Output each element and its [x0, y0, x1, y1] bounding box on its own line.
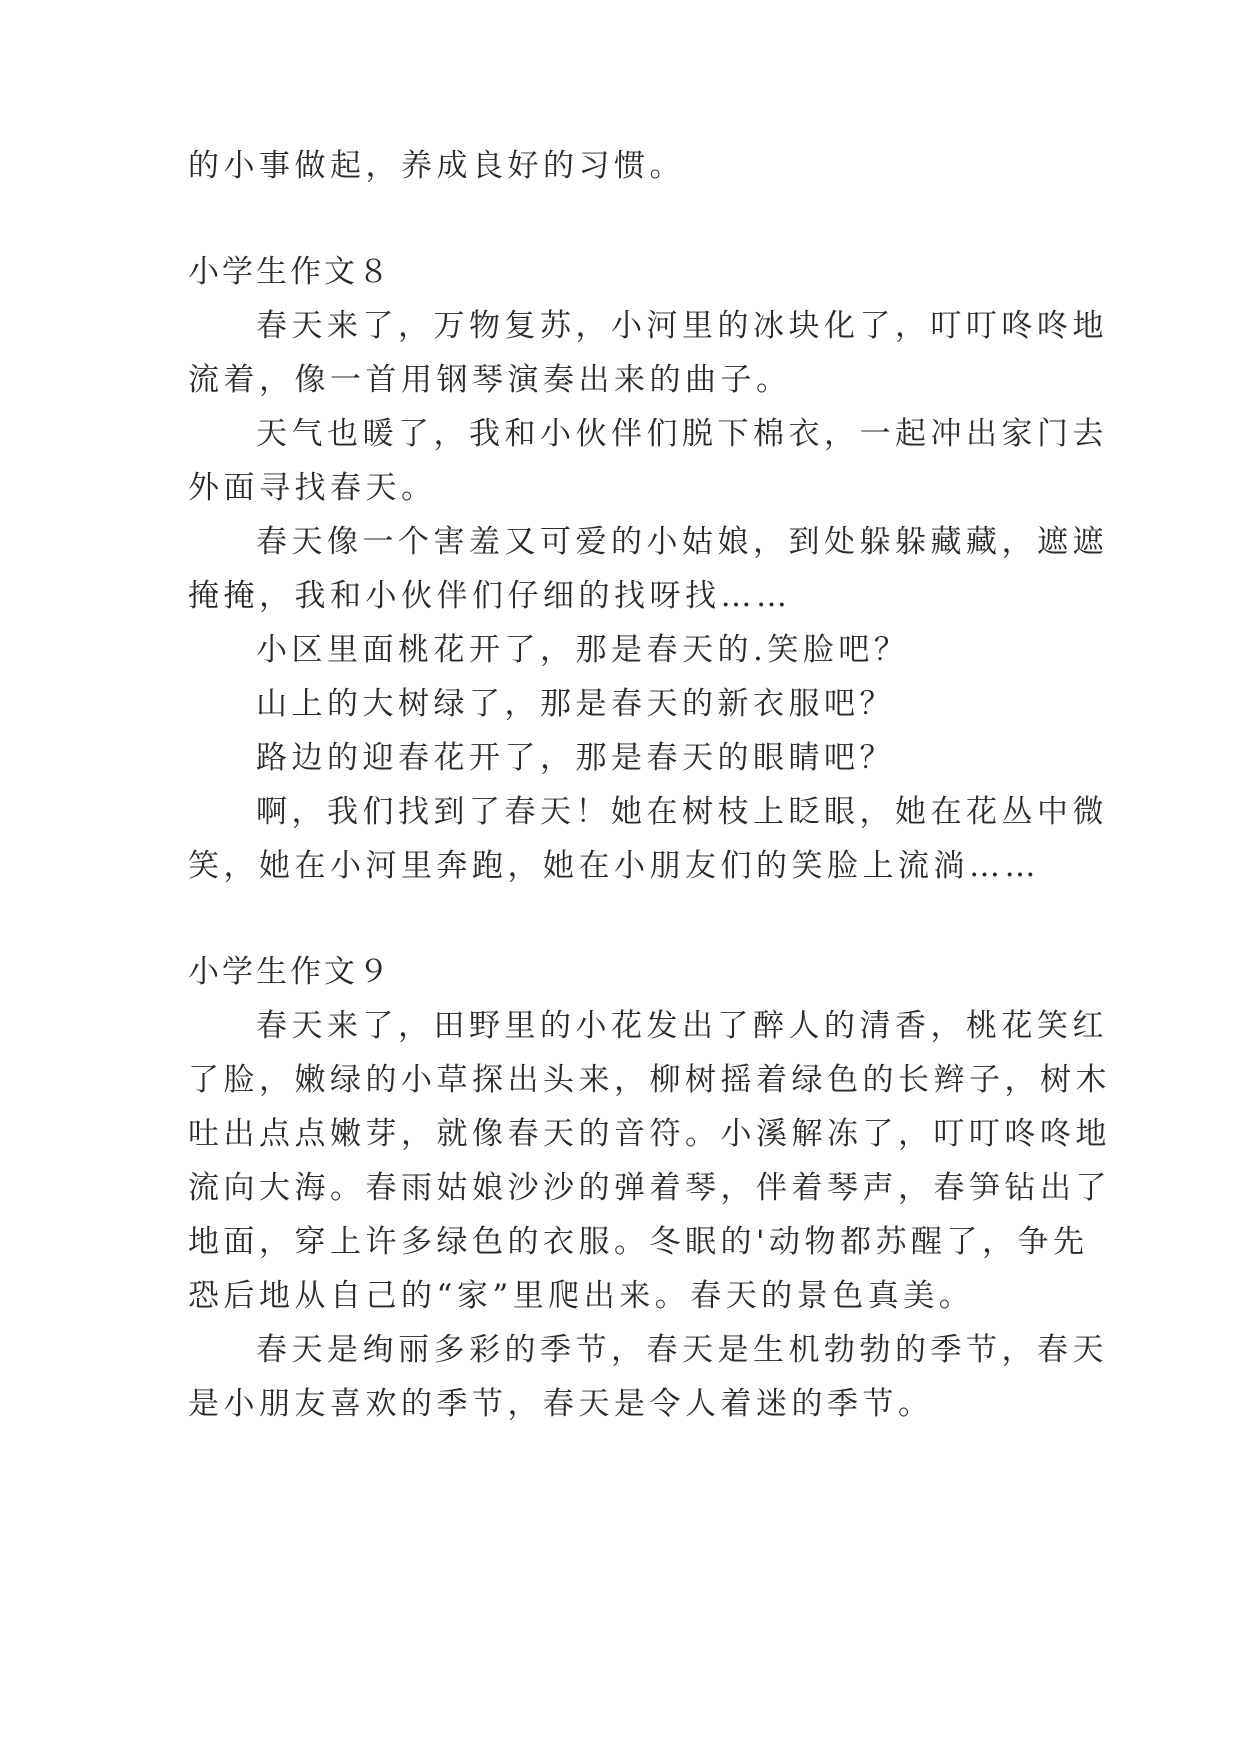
essay-8-line: 山上的大树绿了，那是春天的新衣服吧？ — [256, 686, 895, 722]
essay-9-title: 小学生作文９ — [188, 954, 392, 990]
essay-9-line: 吐出点点嫩芽，就像春天的音符。小溪解冻了，叮叮咚咚地 — [188, 1116, 1111, 1152]
essay-8-line: 掩掩，我和小伙伴们仔细的找呀找…… — [188, 578, 792, 614]
text-line-continuation: 的小事做起，养成良好的习惯。 — [188, 148, 685, 184]
essay-9-line: 春天是绚丽多彩的季节，春天是生机勃勃的季节，春天 — [256, 1332, 1108, 1368]
essay-8-line: 啊，我们找到了春天！她在树枝上眨眼，她在花丛中微 — [256, 794, 1108, 830]
essay-8-line: 路边的迎春花开了，那是春天的眼睛吧？ — [256, 740, 895, 776]
essay-9-line: 恐后地从自己的“家”里爬出来。春天的景色真美。 — [188, 1278, 975, 1314]
essay-8-line: 笑，她在小河里奔跑，她在小朋友们的笑脸上流淌…… — [188, 848, 1040, 884]
essay-9-line: 地面，穿上许多绿色的衣服。冬眠的'动物都苏醒了，争先 — [188, 1224, 1089, 1260]
essay-8-line: 流着，像一首用钢琴演奏出来的曲子。 — [188, 362, 792, 398]
essay-9-line: 了脸，嫩绿的小草探出头来，柳树摇着绿色的长辫子，树木 — [188, 1062, 1111, 1098]
essay-8-line: 春天像一个害羞又可爱的小姑娘，到处躲躲藏藏，遮遮 — [256, 524, 1108, 560]
essay-9-line: 春天来了，田野里的小花发出了醉人的清香，桃花笑红 — [256, 1008, 1108, 1044]
essay-9-line: 流向大海。春雨姑娘沙沙的弹着琴，伴着琴声，春笋钻出了 — [188, 1170, 1111, 1206]
essay-8-line: 天气也暖了，我和小伙伴们脱下棉衣，一起冲出家门去 — [256, 416, 1108, 452]
essay-8-line: 小区里面桃花开了，那是春天的.笑脸吧？ — [256, 632, 910, 668]
essay-9-line: 是小朋友喜欢的季节，春天是令人着迷的季节。 — [188, 1386, 934, 1422]
essay-8-line: 春天来了，万物复苏，小河里的冰块化了，叮叮咚咚地 — [256, 308, 1108, 344]
essay-8-title: 小学生作文８ — [188, 254, 392, 290]
essay-8-line: 外面寻找春天。 — [188, 470, 437, 506]
